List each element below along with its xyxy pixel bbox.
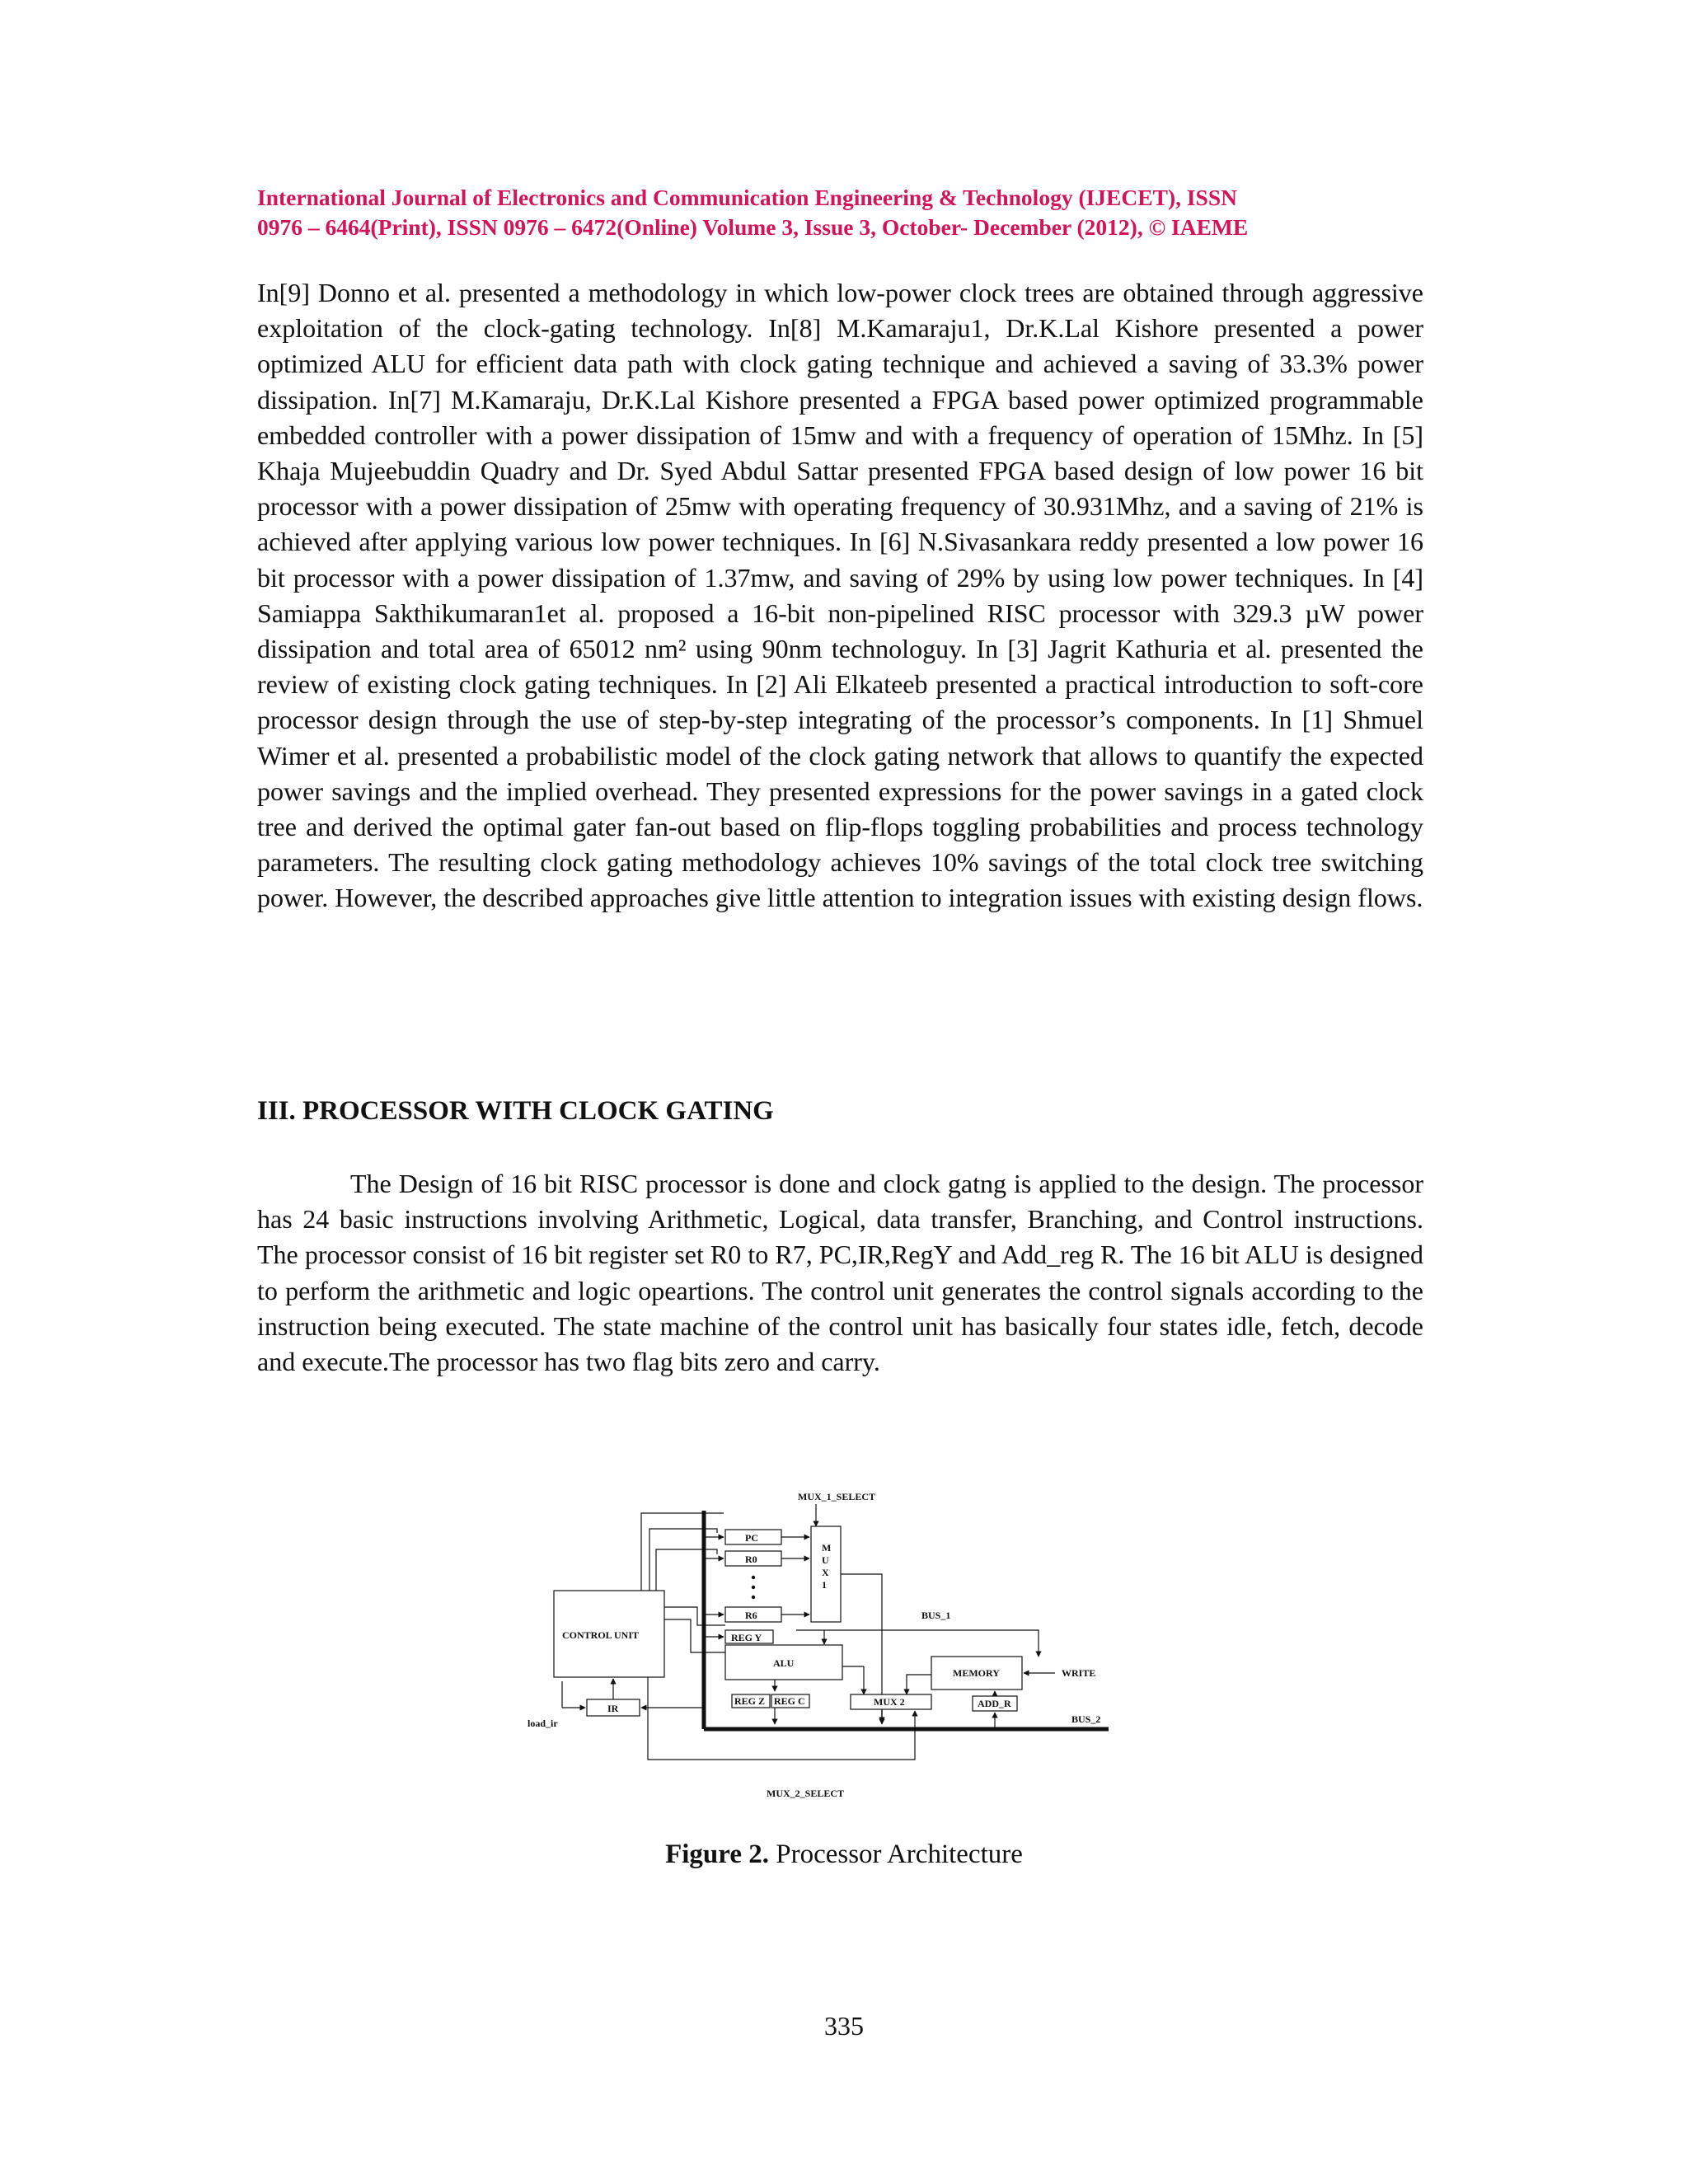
body-paragraph-related-work: In[9] Donno et al. presented a methodology in which low-power clock trees are obtained through aggressive exploitation of the clock-gating technology. In[8] M.Kamaraju1, Dr.K.Lal Kishore presented a power optimized ALU for efficient data path with clock gating technique and achieved a saving of 33.3% power dissipation. In[7] M.Kamaraju, Dr.K.Lal Kishore presented a FPGA based power optimized programmable embedded controller with a power dissipation of 15mw and with a frequency of operation of 15Mhz. In [5] Khaja Mujeebuddin Quadry and Dr. Syed Abdul Sattar presented FPGA based design of low power 16 bit processor with a power dissipation of 25mw with operating frequency of 30.931Mhz, and a saving of 21% is achieved after applying various low power techniques. In [6] N.Sivasankara reddy presented a low power 16 bit processor with a power dissipation of 1.37mw, and saving of 29% by using low power techniques. In [4] Samiappa Sakthikumaran1et al. proposed a 16-bit non-pipelined RISC processor with 329.3 µW power dissipation and total area of 65012 nm² using 90nm technologuy. In [3] Jagrit Kathuria et al. presented the review of existing clock gating techniques. In [2] Ali Elkateeb presented a practical introduction to soft-core processor design through the use of step-by-step integrating of the processor’s components. In [1] Shmuel Wimer et al. presented a probabilistic model of the clock gating network that allows to quantify the expected power savings and the implied overhead. They presented expressions for the power savings in a gated clock tree and derived the optimal gater fan-out based on flip-flops toggling probabilities and process technology parameters. The resulting clock gating methodology achieves 10% savings of the total clock tree switching power. However, the described approaches give little attention to integration issues with existing design flows. [257, 278, 1423, 913]
bus1-label: BUS_1 [921, 1610, 951, 1621]
control-unit-label: CONTROL UNIT [562, 1629, 640, 1641]
journal-header-line-1: International Journal of Electronics and Communication Engineering & Technology (IJECET), ISSN [257, 185, 1237, 210]
r6-label: R6 [745, 1610, 757, 1621]
bus2-label: BUS_2 [1071, 1713, 1101, 1725]
section-heading: III. PROCESSOR WITH CLOCK GATING [257, 1096, 774, 1126]
mux2-select-label: MUX_2_SELECT [767, 1788, 845, 1799]
mux1-letter-1: 1 [822, 1579, 827, 1591]
add-r-label: ADD_R [978, 1698, 1011, 1709]
mux1-select-label: MUX_1_SELECT [798, 1491, 876, 1502]
ir-label: IR [607, 1703, 619, 1714]
figure-caption-text: Processor Architecture [768, 1840, 1023, 1869]
processor-architecture-diagram [528, 1483, 1137, 1809]
r0-label: R0 [745, 1554, 757, 1565]
journal-header-line-2: 0976 – 6464(Print), ISSN 0976 – 6472(Online) Volume 3, Issue 3, October- December (2012), © IAEME [257, 214, 1249, 240]
journal-header [257, 183, 1444, 242]
reg-c-label: REG C [774, 1695, 805, 1707]
alu-label: ALU [773, 1657, 795, 1669]
page-number: 335 [824, 2011, 864, 2041]
body-paragraph-processor: The Design of 16 bit RISC processor is done and clock gatng is applied to the design. The processor has 24 basic instructions involving Arithmetic, Logical, data transfer, Branching, and Control instructions. The processor consist of 16 bit register set R0 to R7, PC,IR,RegY and Add_reg R. The 16 bit ALU is designed to perform the arithmetic and logic opeartions. The control unit generates the control signals according to the instruction being executed. The state machine of the control unit has basically four states idle, fetch, decode and execute.The processor has two flag bits zero and carry. [257, 1169, 1423, 1377]
figure-caption-label: Figure 2. [665, 1840, 769, 1869]
mux1-letter-m: M [822, 1542, 832, 1554]
memory-label: MEMORY [953, 1667, 1000, 1679]
reg-z-label: REG Z [734, 1695, 766, 1707]
figure-caption [0, 1840, 1688, 1870]
load-ir-label: load_ir [528, 1718, 558, 1729]
mux1-letter-x: X [822, 1567, 829, 1578]
reg-y-label: REG Y [731, 1632, 762, 1643]
mux2-label: MUX 2 [874, 1696, 905, 1708]
mux1-letter-u: U [822, 1554, 829, 1566]
write-label: WRITE [1062, 1667, 1096, 1679]
pc-label: PC [745, 1532, 758, 1544]
